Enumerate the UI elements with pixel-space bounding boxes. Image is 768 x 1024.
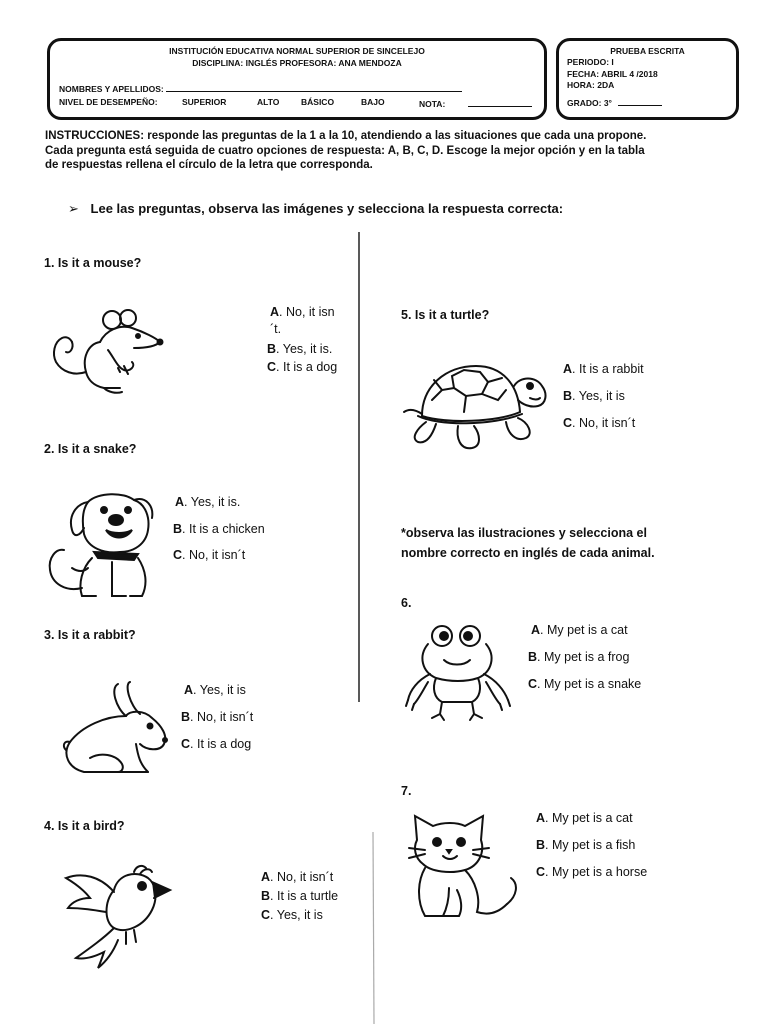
question-2-option-c[interactable] <box>173 548 245 562</box>
level-bajo[interactable]: BAJO <box>361 97 385 107</box>
option-text: . Yes, it is <box>572 389 625 403</box>
option-letter: B <box>261 889 271 903</box>
question-4-prompt: 4. Is it a bird? <box>44 819 125 833</box>
names-field[interactable] <box>59 82 462 94</box>
option-text: . My pet is a horse <box>545 865 648 879</box>
question-3-option-c[interactable] <box>181 737 251 751</box>
option-text: . My pet is a cat <box>540 623 628 637</box>
question-4-option-b[interactable] <box>261 889 338 903</box>
level-superior[interactable]: SUPERIOR <box>182 97 227 107</box>
option-letter: A <box>175 495 185 509</box>
option-letter: A <box>536 811 546 825</box>
option-letter: B <box>173 522 183 536</box>
option-letter: B <box>563 389 573 403</box>
section-2-heading <box>401 523 655 563</box>
option-letter: B <box>267 342 277 356</box>
dog-icon <box>42 488 164 602</box>
option-text: . My pet is a snake <box>537 677 642 691</box>
question-4-option-c[interactable] <box>261 908 323 922</box>
option-text: . It is a dog <box>276 360 338 374</box>
grade-label: NOTA: <box>419 99 446 109</box>
mouse-icon <box>48 306 168 398</box>
cat-icon <box>403 812 521 924</box>
frog-icon <box>404 622 512 722</box>
question-6-option-b[interactable] <box>528 650 629 664</box>
question-2-option-a[interactable] <box>175 495 240 509</box>
option-letter: C <box>528 677 538 691</box>
question-4-option-a[interactable] <box>261 870 333 884</box>
option-text: . Yes, it is. <box>276 342 333 356</box>
option-text: . My pet is a cat <box>545 811 633 825</box>
question-7-option-a[interactable] <box>536 811 633 825</box>
rabbit-icon <box>60 680 172 778</box>
instructions <box>45 129 757 173</box>
question-3-prompt: 3. Is it a rabbit? <box>44 628 136 642</box>
question-6-option-c[interactable] <box>528 677 641 691</box>
instructions-line-1: INSTRUCCIONES: responde las preguntas de la 1 a la 10, atendiendo a las situaciones que cada una propone. <box>45 130 647 142</box>
level-label: NIVEL DE DESEMPEÑO: <box>59 97 158 107</box>
grade-blank[interactable] <box>468 97 532 107</box>
question-7-option-c[interactable] <box>536 865 647 879</box>
option-letter: B <box>181 710 191 724</box>
question-1-option-a-cont <box>270 322 281 336</box>
option-letter: B <box>536 838 546 852</box>
question-2-prompt: 2. Is it a snake? <box>44 442 137 456</box>
instructions-line-2: Cada pregunta está seguida de cuatro opciones de respuesta: A, B, C, D. Escoge la mejor opción y en la tabla <box>45 144 645 157</box>
hour: HORA: 2DA <box>567 80 615 90</box>
task-instruction-text: Lee las preguntas, observa las imágenes y selecciona la respuesta correcta: <box>90 201 564 216</box>
question-6-option-a[interactable] <box>531 623 628 637</box>
column-divider <box>355 232 379 1024</box>
option-letter: C <box>261 908 271 922</box>
question-5-option-a[interactable] <box>563 362 644 376</box>
option-text: . My pet is a fish <box>545 838 636 852</box>
arrow-bullet-icon: ➢ <box>68 201 79 216</box>
question-1-option-b[interactable] <box>267 342 332 356</box>
option-letter: A <box>261 870 271 884</box>
option-text: . Yes, it is <box>193 683 246 697</box>
question-6-prompt: 6. <box>401 596 412 610</box>
option-letter: A <box>531 623 541 637</box>
institution-name: INSTITUCIÓN EDUCATIVA NORMAL SUPERIOR DE SINCELEJO <box>169 46 425 56</box>
option-text: . No, it isn´t <box>572 416 636 430</box>
question-1-option-c[interactable] <box>267 360 337 374</box>
section-2-line-1: *observa las ilustraciones y selecciona el <box>401 526 647 540</box>
option-text: . It is a chicken <box>182 522 265 536</box>
option-letter: A <box>563 362 573 376</box>
option-text: ´t. <box>270 322 282 336</box>
question-2-option-b[interactable] <box>173 522 265 536</box>
question-7-prompt: 7. <box>401 784 412 798</box>
level-alto[interactable]: ALTO <box>257 97 280 107</box>
option-text: . Yes, it is <box>270 908 323 922</box>
question-7-option-b[interactable] <box>536 838 635 852</box>
names-blank[interactable] <box>166 82 462 92</box>
question-1-option-a[interactable] <box>270 305 335 319</box>
grade-level-blank[interactable] <box>618 96 662 106</box>
subject-teacher: DISCIPLINA: INGLÉS PROFESORA: ANA MENDOZA <box>192 58 402 68</box>
bird-icon <box>60 862 172 970</box>
question-5-option-c[interactable] <box>563 416 635 430</box>
option-text: . No, it isn <box>279 305 335 319</box>
question-1-prompt: 1. Is it a mouse? <box>44 256 142 270</box>
grade-level-field[interactable] <box>567 96 662 108</box>
question-3-option-b[interactable] <box>181 710 253 724</box>
option-text: . It is a rabbit <box>572 362 644 376</box>
date: FECHA: ABRIL 4 /2018 <box>567 69 658 79</box>
level-basico[interactable]: BÁSICO <box>301 97 335 107</box>
question-3-option-a[interactable] <box>184 683 246 697</box>
option-text: . No, it isn´t <box>270 870 334 884</box>
question-5-prompt: 5. Is it a turtle? <box>401 308 490 322</box>
option-text: . It is a turtle <box>270 889 339 903</box>
section-2-line-2: nombre correcto en inglés de cada animal. <box>401 546 655 560</box>
task-instruction <box>68 201 563 217</box>
exam-title: PRUEBA ESCRITA <box>610 46 685 56</box>
option-letter: B <box>528 650 538 664</box>
names-label: NOMBRES Y APELLIDOS: <box>59 84 164 94</box>
grade-level: GRADO: 3° <box>567 98 612 108</box>
option-letter: A <box>270 305 280 319</box>
option-letter: A <box>184 683 194 697</box>
grade-field[interactable] <box>419 97 532 109</box>
option-letter: C <box>536 865 546 879</box>
period: PERIODO: I <box>567 57 614 67</box>
option-letter: C <box>173 548 183 562</box>
option-text: . No, it isn´t <box>182 548 246 562</box>
option-text: . No, it isn´t <box>190 710 254 724</box>
instructions-line-3: de respuestas rellena el círculo de la letra que corresponda. <box>45 159 373 171</box>
option-letter: C <box>267 360 277 374</box>
option-letter: C <box>563 416 573 430</box>
option-text: . Yes, it is. <box>184 495 241 509</box>
question-5-option-b[interactable] <box>563 389 625 403</box>
option-text: . My pet is a frog <box>537 650 630 664</box>
option-letter: C <box>181 737 191 751</box>
option-text: . It is a dog <box>190 737 252 751</box>
turtle-icon <box>402 360 550 456</box>
